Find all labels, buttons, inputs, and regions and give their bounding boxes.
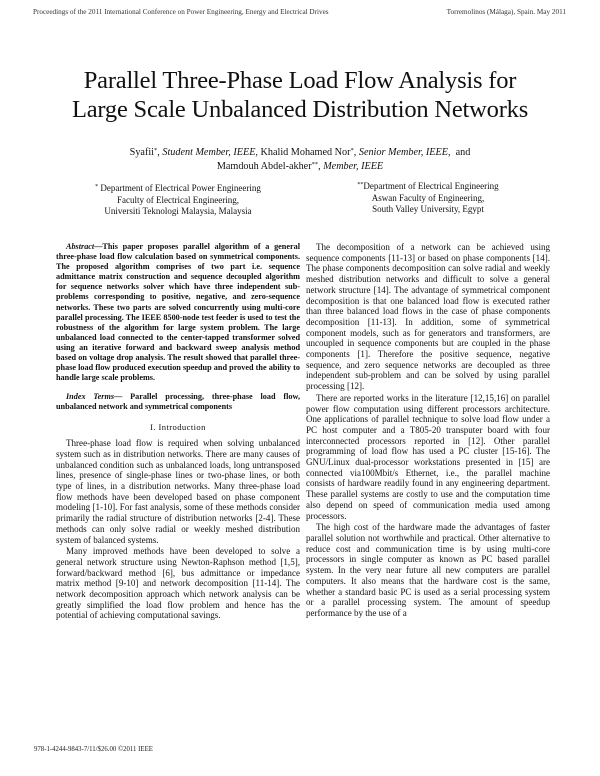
paper-title-line-2: Large Scale Unbalanced Distribution Networks (71, 96, 529, 123)
right-column (306, 242, 550, 619)
body-paragraph-2: There are reported works in the literature [12,15,16] on parallel power flow computation using different processors architecture. One applications of parallel technique to solve load flow under a PC host computer and a T805-20 transputer board with four interconnected processors reported in [12]. Other parallel programming of load flow has used a PC cluster [15-16]. The GNU/Linux dual-processor workstations presented in [15] are connected via100Mbit/s Ethernet, i.e., the parallel machine consists of hardware readily found in any engineering department. These parallel systems are costly to use and the computation time also depend on speed of communication media used among processors. (306, 392, 550, 521)
author-mark: * (350, 147, 354, 154)
author-name: Khalid Mohamed Nor (260, 147, 351, 158)
paper-title-line-1: Parallel Three-Phase Load Flow Analysis for (83, 67, 517, 94)
abstract-text: —This paper proposes parallel algorithm of a general three-phase load flow calculation based on symmetrical components. The proposed algorithm comprises of two part i.e. sequence admittance matrix construction and sequence decoupled algorithm for sequence networks solver which have three independent sub-problems corresponding to positive, negative, and zero-sequence networks. These two parts are solved concurrently using multi-core parallel processing. The IEEE 8500-node test feeder is used to test the robustness of the algorithm for large system problem. The large unbalanced load connected to the center-tapped transformer solved using an iterative forward and backward sweep analysis method based on voltage drop analysis. The result showed that parallel three-phase load flow produced execution speedup and proved the ability to handle large scale problems. (56, 242, 300, 383)
affiliation-department: Department of Electrical Power Engineering (100, 183, 261, 193)
author-line-1: Syafii*, Student Member, IEEE, Khalid Mohamed Nor*, Senior Member, IEEE, and (129, 147, 471, 158)
running-header-left: Proceedings of the 2011 International Conference on Power Engineering, Energy and Electrical Drives (33, 8, 329, 16)
author-role: Senior Member, IEEE, (358, 147, 451, 158)
index-terms-label: Index Terms (66, 392, 115, 402)
running-header-right: Torremolinos (Málaga), Spain. May 2011 (446, 8, 566, 16)
author-mark: ** (311, 161, 319, 168)
left-column (56, 242, 300, 621)
affiliation-university: South Valley University, Egypt (372, 204, 484, 214)
affiliation-mark: ** (357, 182, 364, 188)
author-name: Syafii (129, 147, 154, 158)
author-conjunction: and (455, 147, 471, 158)
index-terms (56, 392, 300, 412)
body-paragraph-1: The decomposition of a network can be achieved using sequence components [11-13] or based on phase components [14]. The phase components decomposition can solve radial and weekly meshed distribution networks and difficult to solve a general network structure [14]. The advantage of symmetrical component decomposition is that one balanced load flow is executed rather than three balanced load flows in the case of phase components decomposition [11-13]. In addition, some of symmetrical component models, such as for generators and transformers, are uncoupled in sequence components but are coupled in the phase components [1]. Therefore the positive sequence, negative sequence, and zero sequence networks are decoupled as three independent sub-problem and can be solved by using parallel processing [12]. (306, 242, 550, 392)
index-terms-text: — Parallel processing, three-phase load flow, unbalanced network and symmetrical components (56, 392, 300, 412)
copyright-footer: 978-1-4244-9843-7/11/$26.00 ©2011 IEEE (34, 746, 153, 753)
author-mark: * (154, 147, 158, 154)
affiliation-faculty: Aswan Faculty of Engineering, (371, 192, 485, 203)
affiliation-mark: * (95, 184, 99, 190)
section-heading-introduction: I. Introduction (150, 421, 206, 432)
affiliation-department: Department of Electrical Engineering (363, 181, 499, 191)
affiliation-university: Universiti Teknologi Malaysia, Malaysia (104, 206, 252, 216)
abstract-label: Abstract (66, 242, 95, 251)
author-role: Student Member, IEEE, (162, 147, 258, 158)
body-paragraph-3: The high cost of the hardware made the advantages of faster parallel solution not worthwhile and practical. Other alternative to reduce cost and communication time is by using multi-core processors in single computer as known as PC based parallel system. In the very near future all new computers are parallel computers. It also means that the hardware cost is the same, whether a standard basic PC is used as a serial processing system or a parallel processing system. The amount of speedup performance by the use of a (306, 522, 550, 618)
abstract (56, 242, 300, 383)
intro-paragraph-1: Three-phase load flow is required when solving unbalanced system such as in distribution networks. There are many causes of unbalanced condition such as unbalanced loads, long untransposed lines, presence of single-phase lines or two-phase lines, or both type of lines, in a distribution networks. Many three-phase load flow methods have been developed based on phase component modeling [1-10]. For fast analysis, some of these methods consider primarily the radial structure of distribution networks [2-4]. These methods can only solve radial or weekly meshed distribution system of balanced systems. (56, 438, 300, 545)
author-role: Member, IEEE (323, 161, 384, 172)
author-name: Mamdouh Abdel-akher (216, 161, 312, 172)
affiliation-right (318, 181, 538, 216)
intro-paragraph-2: Many improved methods have been developed to solve a general network structure using Newton-Raphson method [1,5], forward/backward method [6], bus admittance or impedance matrix method [9-10] and network decomposition [11-14]. The network decomposition approach which network analysis can be greatly simplified the load flow problem and hence has the potential of achieving computational savings. (56, 546, 300, 621)
author-line-2: Mamdouh Abdel-akher**, Member, IEEE (216, 161, 384, 172)
affiliation-faculty: Faculty of Electrical Engineering, (117, 194, 239, 205)
affiliation-left (68, 183, 288, 218)
